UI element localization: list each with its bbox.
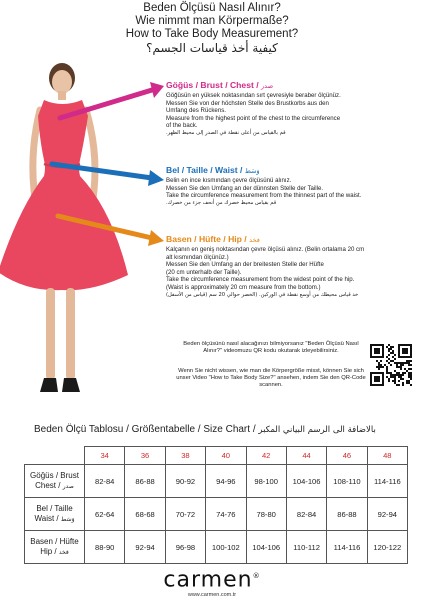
- size-header: 48: [367, 447, 407, 465]
- qr-module: [386, 360, 388, 362]
- qr-module: [400, 364, 402, 366]
- size-header: 44: [286, 447, 326, 465]
- chest-row: [25, 465, 408, 498]
- chest-line-ar: قم بالقياس من أعلى نقطة في الصدر إلى محيط الظهر.: [166, 129, 286, 136]
- waist-arrow-head: [148, 170, 164, 186]
- size-header: 38: [165, 447, 205, 465]
- brand-url[interactable]: www.carmen.com.tr: [187, 592, 237, 599]
- hip-line: Messen Sie den Umfang an der breitesten Stelle der Hüfte: [166, 261, 324, 269]
- model-neck: [58, 91, 66, 100]
- hip-section: [166, 234, 418, 299]
- qr-module: [410, 364, 412, 366]
- row-label-chest: Göğüs / Brust Chest / صدر: [25, 465, 85, 498]
- table-cell: 114-116: [327, 531, 367, 564]
- qr-info-tr: Beden ölçüsünü nasıl alacağınızı bilmiyorsanız "Beden Ölçüsü Nasıl Alınır?" videomuzu QR kodu okutarak izleyebilirsiniz.: [183, 341, 359, 355]
- qr-module: [388, 344, 390, 346]
- qr-module: [400, 362, 402, 364]
- table-cell: 98-100: [246, 465, 286, 498]
- qr-module: [388, 378, 390, 380]
- table-cell: 74-76: [206, 498, 246, 531]
- hip-line-ar: خذ قياس محيطك من أوسع نقطة في الوركين. (الخصر حوالي 20 سم (قياس من الأسفل): [166, 291, 359, 298]
- qr-module: [396, 384, 398, 386]
- qr-module: [394, 378, 396, 380]
- table-cell: 82-84: [85, 465, 125, 498]
- qr-module: [406, 380, 408, 382]
- hip-line: alt kısmından ölçünüz.): [166, 253, 229, 261]
- qr-module: [380, 366, 382, 368]
- table-cell: 70-72: [165, 498, 205, 531]
- qr-module: [408, 374, 410, 376]
- qr-module: [400, 374, 402, 376]
- hip-row: [25, 531, 408, 564]
- qr-module: [392, 356, 394, 358]
- qr-module: [388, 380, 390, 382]
- qr-module: [408, 360, 410, 362]
- qr-module: [400, 366, 402, 368]
- qr-module: [410, 368, 412, 370]
- qr-module: [388, 348, 390, 350]
- table-cell: 110-112: [286, 531, 326, 564]
- waist-line: Belin en ince kısmından çevre ölçüsünü alınız.: [166, 177, 292, 184]
- size-chart-title: Beden Ölçü Tablosu / Größentabelle / Size Chart / بالاضافة الى الرسم البياني المكبر: [34, 424, 376, 435]
- hip-heading: Basen / Hüfte / Hip / فخد: [166, 234, 260, 244]
- size-header-row: [25, 447, 408, 465]
- qr-finder-core: [374, 376, 380, 382]
- qr-module: [410, 378, 412, 380]
- qr-info-de: Wenn Sie nicht wissen, wie man die Körpergröße misst, können Sie sich unser Video "How to Take Body Size?" ansehen, indem Sie den QR-Code scannen.: [176, 368, 366, 389]
- qr-module: [398, 374, 400, 376]
- chest-heading: Göğüs / Brust / Chest / صدر: [166, 80, 274, 90]
- qr-module: [404, 362, 406, 364]
- waist-row: [25, 498, 408, 531]
- qr-module: [390, 372, 392, 374]
- qr-module: [394, 358, 396, 360]
- chest-section: [166, 80, 418, 138]
- qr-module: [410, 384, 412, 386]
- table-cell: 86-88: [327, 498, 367, 531]
- qr-module: [392, 360, 394, 362]
- title-de: Wie nimmt man Körpermaße?: [135, 15, 289, 27]
- qr-module: [380, 360, 382, 362]
- qr-module: [398, 372, 400, 374]
- chest-line: Measure from the highest point of the chest to the circumference: [166, 114, 341, 122]
- table-cell: 96-98: [165, 531, 205, 564]
- qr-module: [408, 376, 410, 378]
- waist-line: Take the circumference measurement from the thinnest part of the waist.: [166, 192, 362, 200]
- qr-module: [392, 346, 394, 348]
- qr-module: [398, 362, 400, 364]
- table-cell: 120-122: [367, 531, 407, 564]
- qr-module: [388, 372, 390, 374]
- qr-module: [392, 376, 394, 378]
- hip-arrow-head: [148, 230, 164, 246]
- qr-module: [386, 372, 388, 374]
- size-header: 42: [246, 447, 286, 465]
- qr-module: [408, 372, 410, 374]
- table-cell: 82-84: [286, 498, 326, 531]
- row-label-hip: Basen / Hüfte Hip / فخد: [25, 531, 85, 564]
- qr-module: [378, 366, 380, 368]
- size-header: 46: [327, 447, 367, 465]
- qr-module: [386, 346, 388, 348]
- page-titles: [0, 2, 424, 56]
- qr-module: [386, 370, 388, 372]
- table-cell: 88-90: [85, 531, 125, 564]
- chest-line: Messen Sie von der höchsten Stelle des Brustkorbs aus den: [166, 99, 329, 107]
- table-cell: 86-88: [125, 465, 165, 498]
- waist-line-ar: قم بقياس محيط خصرك من أنحف جزء من خصرك.: [166, 199, 277, 206]
- table-cell: 104-106: [286, 465, 326, 498]
- qr-module: [402, 372, 404, 374]
- qr-module: [408, 382, 410, 384]
- qr-module: [390, 352, 392, 354]
- table-cell: 100-102: [206, 531, 246, 564]
- table-cell: 90-92: [165, 465, 205, 498]
- qr-module: [398, 376, 400, 378]
- title-ar: كيفية أخذ قياسات الجسم؟: [146, 41, 278, 55]
- qr-module: [390, 376, 392, 378]
- qr-module: [396, 362, 398, 364]
- table-cell: 78-80: [246, 498, 286, 531]
- qr-module: [394, 376, 396, 378]
- hip-line: (Waist is approximately 20 cm measure from the bottom.): [166, 283, 321, 291]
- qr-module: [386, 368, 388, 370]
- table-cell: 92-94: [367, 498, 407, 531]
- model-head: [52, 70, 72, 94]
- qr-finder-core: [374, 348, 380, 354]
- model-left-shoe: [40, 378, 58, 392]
- qr-module: [398, 384, 400, 386]
- qr-module: [390, 346, 392, 348]
- size-header: 34: [85, 447, 125, 465]
- qr-module: [404, 372, 406, 374]
- qr-module: [400, 378, 402, 380]
- qr-module: [384, 364, 386, 366]
- model-right-leg: [66, 288, 75, 380]
- model-right-shoe: [62, 378, 80, 392]
- table-cell: 92-94: [125, 531, 165, 564]
- blank-cell: [25, 447, 85, 465]
- chest-line: of the back.: [166, 122, 198, 130]
- qr-module: [410, 360, 412, 362]
- qr-module: [402, 364, 404, 366]
- qr-module: [376, 366, 378, 368]
- qr-module: [394, 374, 396, 376]
- qr-module: [380, 364, 382, 366]
- dress: [0, 100, 128, 290]
- qr-module: [408, 380, 410, 382]
- qr-module: [388, 354, 390, 356]
- hip-line: Kalçanın en geniş noktasından çevre ölçüsü alınız. (Belin ortalama 20 cm: [166, 246, 365, 253]
- table-cell: 108-110: [327, 465, 367, 498]
- qr-module: [400, 376, 402, 378]
- qr-module: [392, 380, 394, 382]
- qr-module: [406, 362, 408, 364]
- hip-line: (20 cm unterhalb der Taille).: [166, 268, 242, 276]
- qr-module: [408, 364, 410, 366]
- qr-module: [410, 372, 412, 374]
- qr-module: [388, 350, 390, 352]
- qr-module: [396, 372, 398, 374]
- qr-module: [400, 368, 402, 370]
- hip-line: Take the circumference measurement from the widest point of the hip.: [166, 276, 355, 284]
- qr-module: [390, 348, 392, 350]
- qr-module: [402, 362, 404, 364]
- qr-module: [386, 356, 388, 358]
- waist-section: [166, 165, 418, 207]
- table-cell: 114-116: [367, 465, 407, 498]
- table-cell: 62-64: [85, 498, 125, 531]
- chest-arrow-head: [150, 82, 164, 98]
- qr-module: [410, 374, 412, 376]
- qr-module: [398, 380, 400, 382]
- title-en: How to Take Body Measurement?: [125, 28, 299, 40]
- title-tr: Beden Ölçüsü Nasıl Alınır?: [143, 2, 281, 14]
- model-left-leg: [46, 288, 55, 380]
- qr-module: [388, 358, 390, 360]
- qr-module: [382, 366, 384, 368]
- table-cell: 68-68: [125, 498, 165, 531]
- qr-module: [406, 382, 408, 384]
- qr-module: [386, 366, 388, 368]
- qr-module: [376, 360, 378, 362]
- qr-module: [378, 368, 380, 370]
- model-figure: [0, 60, 165, 400]
- qr-module: [402, 382, 404, 384]
- qr-module: [408, 368, 410, 370]
- qr-module: [394, 382, 396, 384]
- qr-finder-core: [402, 348, 408, 354]
- qr-module: [390, 374, 392, 376]
- qr-module: [394, 362, 396, 364]
- qr-module: [392, 352, 394, 354]
- brand-block: [0, 564, 424, 599]
- qr-module: [398, 366, 400, 368]
- row-label-waist: Bel / Taille Waist / وَسَط: [25, 498, 85, 531]
- qr-module: [394, 370, 396, 372]
- qr-module: [402, 384, 404, 386]
- qr-code[interactable]: [370, 344, 412, 386]
- chest-line: Umfang des Rückens.: [166, 107, 226, 115]
- qr-module: [394, 380, 396, 382]
- qr-module: [378, 362, 380, 364]
- qr-module: [408, 362, 410, 364]
- qr-module: [406, 360, 408, 362]
- qr-module: [394, 354, 396, 356]
- size-header: 36: [125, 447, 165, 465]
- qr-module: [388, 362, 390, 364]
- size-header: 40: [206, 447, 246, 465]
- qr-module: [392, 374, 394, 376]
- qr-module: [396, 374, 398, 376]
- qr-module: [402, 378, 404, 380]
- table-cell: 104-106: [246, 531, 286, 564]
- qr-module: [406, 370, 408, 372]
- qr-module: [378, 364, 380, 366]
- qr-module: [404, 368, 406, 370]
- chest-line: Göğüsün en yüksek noktasından sırt çevresiyle beraber ölçünüz.: [166, 92, 341, 99]
- qr-module: [390, 364, 392, 366]
- qr-module: [390, 360, 392, 362]
- qr-module: [396, 364, 398, 366]
- qr-module: [396, 366, 398, 368]
- waist-line: Messen Sie den Umfang an der dünnsten Stelle der Taille.: [166, 184, 324, 192]
- qr-module: [386, 376, 388, 378]
- waist-heading: Bel / Taille / Waist / وَسَط: [166, 165, 260, 175]
- table-cell: 94-96: [206, 465, 246, 498]
- brand-logo: carmen®: [163, 567, 261, 593]
- qr-module: [402, 374, 404, 376]
- qr-module: [410, 376, 412, 378]
- size-table: [24, 446, 408, 564]
- qr-module: [392, 350, 394, 352]
